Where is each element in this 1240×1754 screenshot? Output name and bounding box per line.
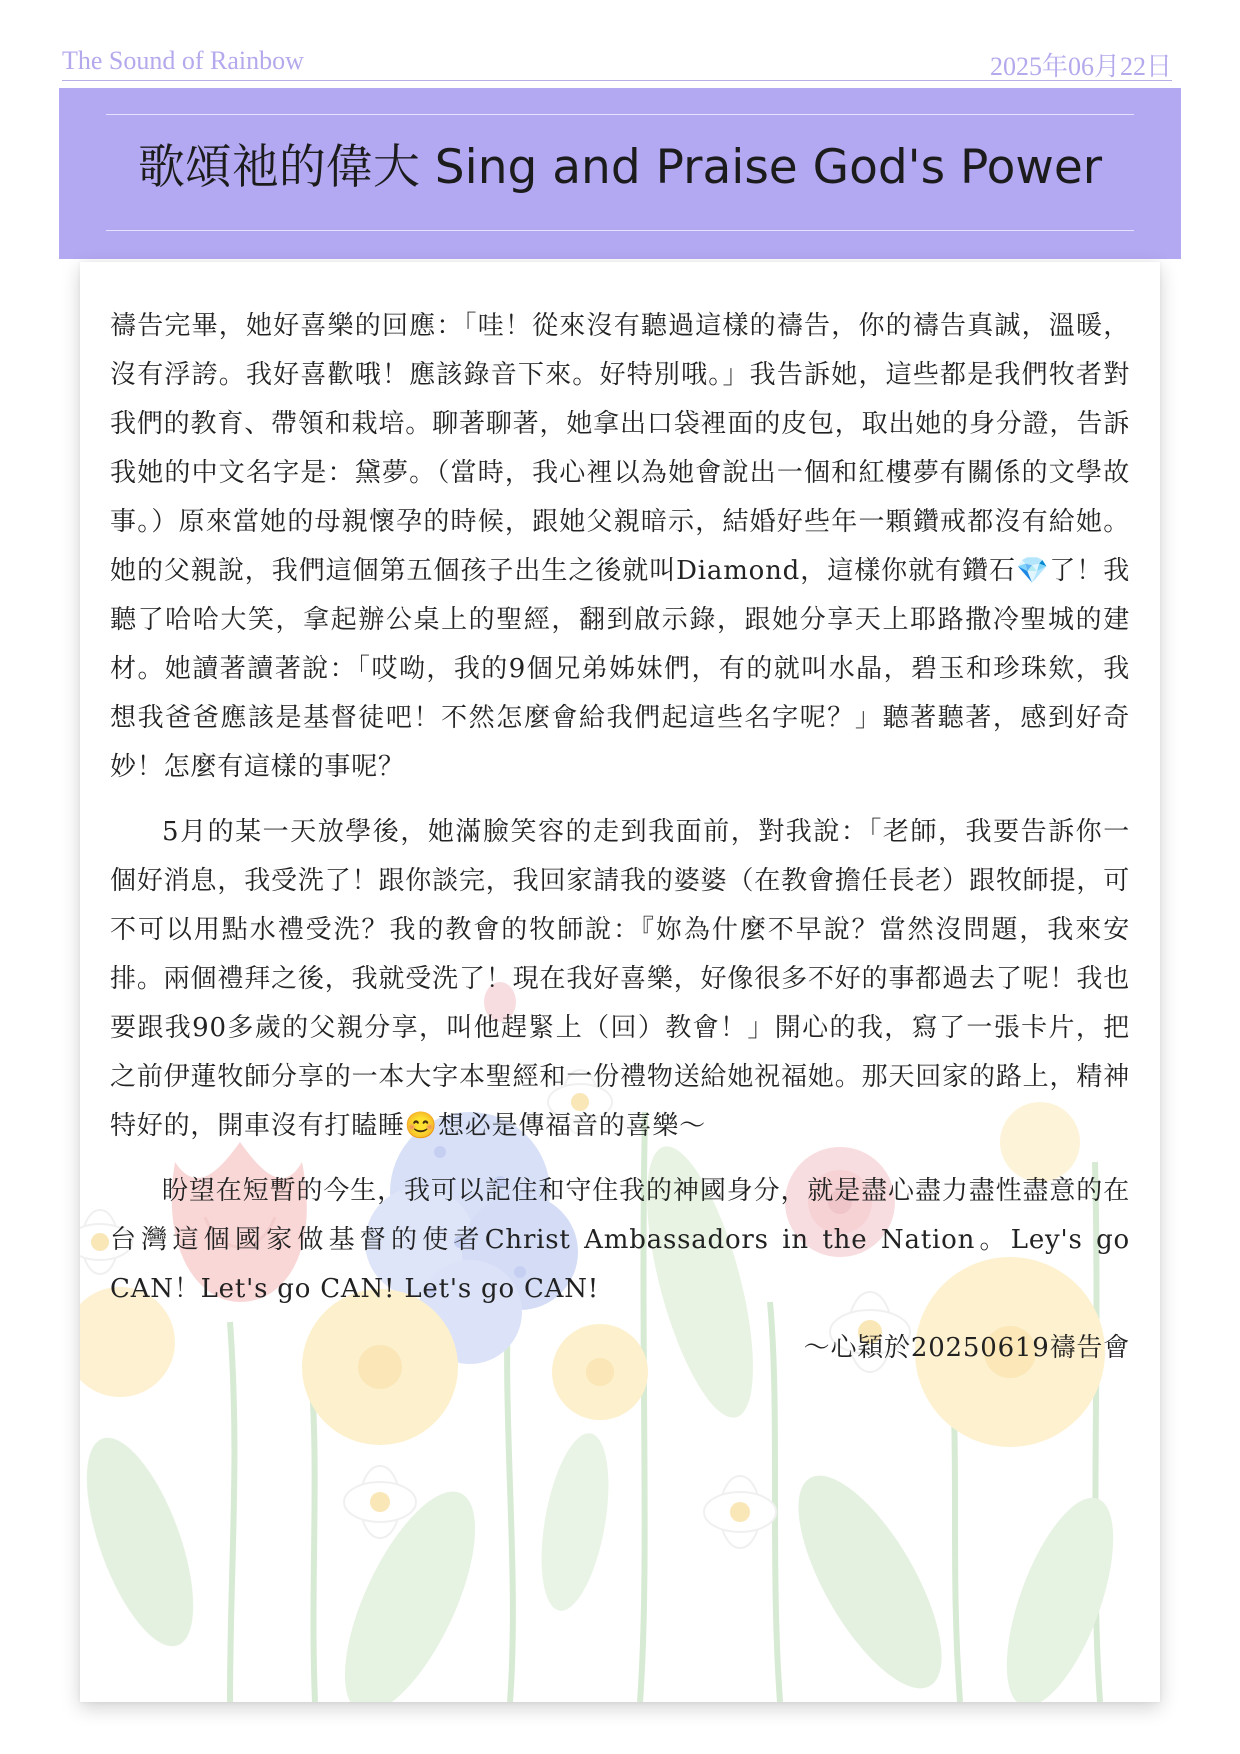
page-header — [62, 40, 1172, 81]
author-signature: ～心穎於20250619禱告會 — [803, 1333, 1130, 1363]
article-paragraph-1: 禱告完畢，她好喜樂的回應：「哇！從來沒有聽過這樣的禱告，你的禱告真誠，溫暖，沒有浮誇。我好喜歡哦！應該錄音下來。好特別哦。」我告訴她，這些都是我們牧者對我們的教育、帶領和栽培。聊著聊著，她拿出口袋裡面的皮包，取出她的身分證，告訴我她的中文名字是：黛夢。（當時，我心裡以為她會說出一個和紅樓夢有關係的文學故事。）原來當她的母親懷孕的時候，跟她父親暗示，結婚好些年一顆鑽戒都沒有給她。她的父親說，我們這個第五個孩子出生之後就叫Diamond，這樣你就有鑽石💎了！我聽了哈哈大笑，拿起辦公桌上的聖經，翻到啟示錄，跟她分享天上耶路撒冷聖城的建材。她讀著讀著說：「哎呦，我的9個兄弟姊妹們，有的就叫水晶，碧玉和珍珠欸，我想我爸爸應該是基督徒吧！不然怎麼會給我們起這些名字呢？」聽著聽著，感到好奇妙！怎麼有這樣的事呢？ — [110, 311, 1130, 782]
site-title: The Sound of Rainbow — [62, 46, 304, 75]
article-body — [110, 302, 1130, 1373]
title-banner — [59, 88, 1181, 259]
article-paragraph-2: 5月的某一天放學後，她滿臉笑容的走到我面前，對我說：「老師，我要告訴你一個好消息，我受洗了！跟你談完，我回家請我的婆婆（在教會擔任長老）跟牧師提，可不可以用點水禮受洗？我的教會的牧師說：『妳為什麼不早說？當然沒問題，我來安排。兩個禮拜之後，我就受洗了！現在我好喜樂，好像很多不好的事都過去了呢！我也要跟我90多歲的父親分享，叫他趕緊上（回）教會！」開心的我，寫了一張卡片，把之前伊蓮牧師分享的一本大字本聖經和一份禮物送給她祝福她。那天回家的路上，精神特好的，開車沒有打瞌睡😊想必是傳福音的喜樂～ — [110, 817, 1130, 1141]
article-title: 歌頌祂的偉大 Sing and Praise God's Power — [137, 140, 1103, 195]
banner-top-rule — [106, 114, 1134, 115]
article-card — [80, 262, 1160, 1702]
article-paragraph-3: 盼望在短暫的今生，我可以記住和守住我的神國身分，就是盡心盡力盡性盡意的在台灣這個國家做基督的使者Christ Ambassadors in the Nation。Ley's go CAN！Let's go CAN! Let's go CAN! — [110, 1176, 1130, 1304]
banner-bottom-rule — [106, 230, 1134, 231]
issue-date: 2025年06月22日 — [989, 52, 1172, 81]
